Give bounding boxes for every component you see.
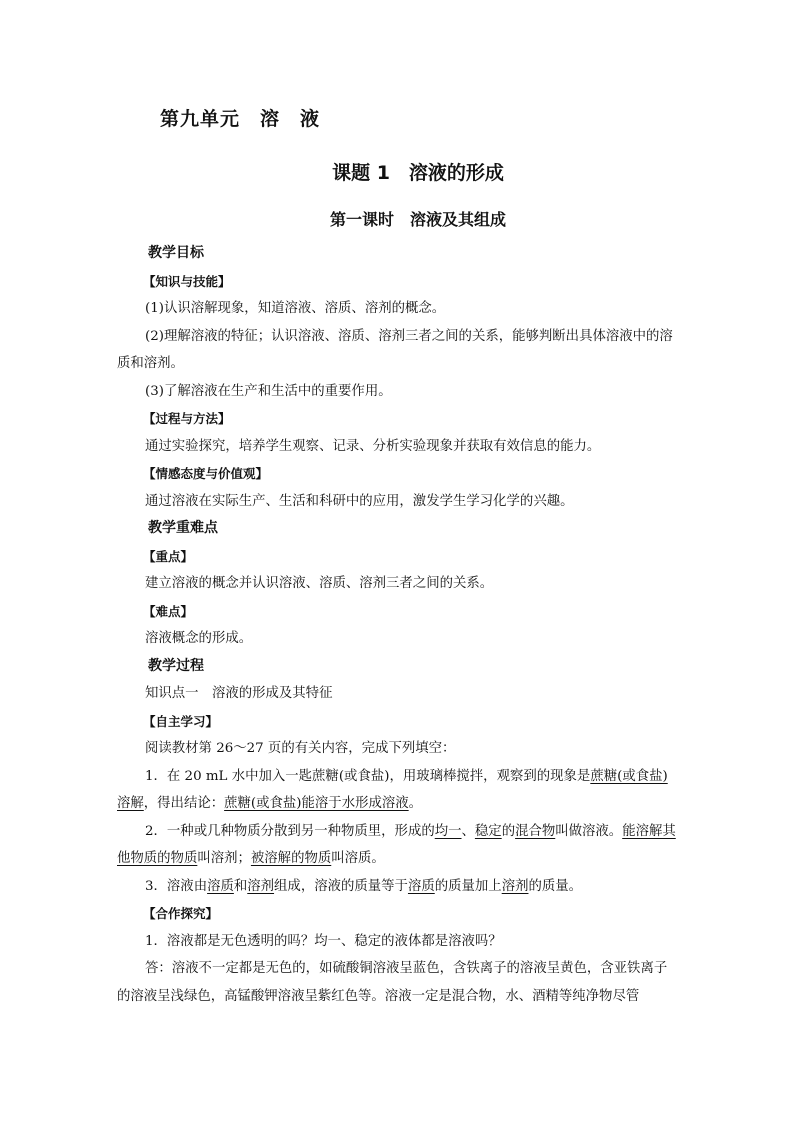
knowledge-item-3: (3)了解溶液在生产和生活中的重要作用。 [145,383,392,399]
question-3: 3．溶液由溶质和溶剂组成，溶液的质量等于溶质的质量加上溶剂的质量。 [145,878,583,894]
question-1: 1．在 20 mL 水中加入一匙蔗糖(或食盐)，用玻璃棒搅拌，观察到的现象是蔗糖(或食盐)溶解，得出结论：蔗糖(或食盐)能溶于水形成溶液。 [117,768,668,811]
answer-blank: 溶质 [407,878,435,894]
coop-question: 1．溶液都是无色透明的吗？均一、稳定的液体都是溶液吗？ [145,933,502,949]
key-text: 建立溶液的概念并认识溶液、溶质、溶剂三者之间的关系。 [145,576,494,591]
period-title: 第一课时 溶液及其组成 [329,210,506,229]
process-method-text: 通过实验探究，培养学生观察、记录、分析实验现象并获取有效信息的能力。 [145,438,601,454]
emotion-label: 【情感态度与价值观】 [143,466,269,481]
lesson-title: 课题 1 溶液的形成 [332,162,504,184]
reading-instruction: 阅读教材第 26～27 页的有关内容，完成下列填空： [145,741,456,756]
question-2: 2．一种或几种物质分散到另一种物质里，形成的均一、稳定的混合物叫做溶液。能溶解其他物质的物质叫溶剂；被溶解的物质叫溶质。 [117,823,676,866]
answer-blank: 被溶解的物质 [250,851,332,866]
process-heading: 教学过程 [148,657,204,674]
self-study-label: 【自主学习】 [143,713,219,729]
key-label: 【重点】 [143,548,194,564]
answer-blank: 蔗糖(或食盐)溶解 [117,768,668,811]
answer-blank: 蔗糖(或食盐)能溶于水形成溶液 [224,796,409,811]
answer-blank: 能溶解其他物质的物质 [117,823,676,866]
knowledge-label: 【知识与技能】 [143,273,231,289]
emotion-text: 通过溶液在实际生产、生活和科研中的应用，激发学生学习化学的兴趣。 [145,493,574,509]
answer-blank: 溶剂 [247,878,275,894]
coop-label: 【合作探究】 [143,906,219,921]
answer-blank: 溶剂 [501,878,529,894]
process-method-label: 【过程与方法】 [143,411,231,426]
document-body [117,240,680,1010]
answer-blank: 溶质 [207,878,234,894]
answer-blank: 混合物 [515,823,556,839]
knowledge-point-1: 知识点一 溶液的形成及其特征 [145,686,333,701]
answer-blank: 均一 [434,823,462,839]
hard-text: 溶液概念的形成。 [145,631,253,646]
keypoints-heading: 教学重难点 [148,520,218,536]
coop-answer: 答：溶液不一定都是无色的，如硫酸铜溶液呈蓝色，含铁离子的溶液呈黄色，含亚铁离子的溶液呈浅绿色，高锰酸钾溶液呈紫红色等。溶液一定是混合物，水、酒精等纯净物尽管 [117,961,668,1004]
objectives-heading: 教学目标 [148,245,204,261]
unit-title: 第九单元 溶 液 [160,108,321,130]
knowledge-item-2: (2)理解溶液的特征；认识溶液、溶质、溶剂三者之间的关系，能够判断出具体溶液中的溶质和溶剂。 [117,328,673,371]
knowledge-item-1: (1)认识溶解现象，知道溶液、溶质、溶剂的概念。 [145,301,446,316]
answer-blank: 稳定 [474,823,502,839]
hard-label: 【难点】 [143,603,194,619]
